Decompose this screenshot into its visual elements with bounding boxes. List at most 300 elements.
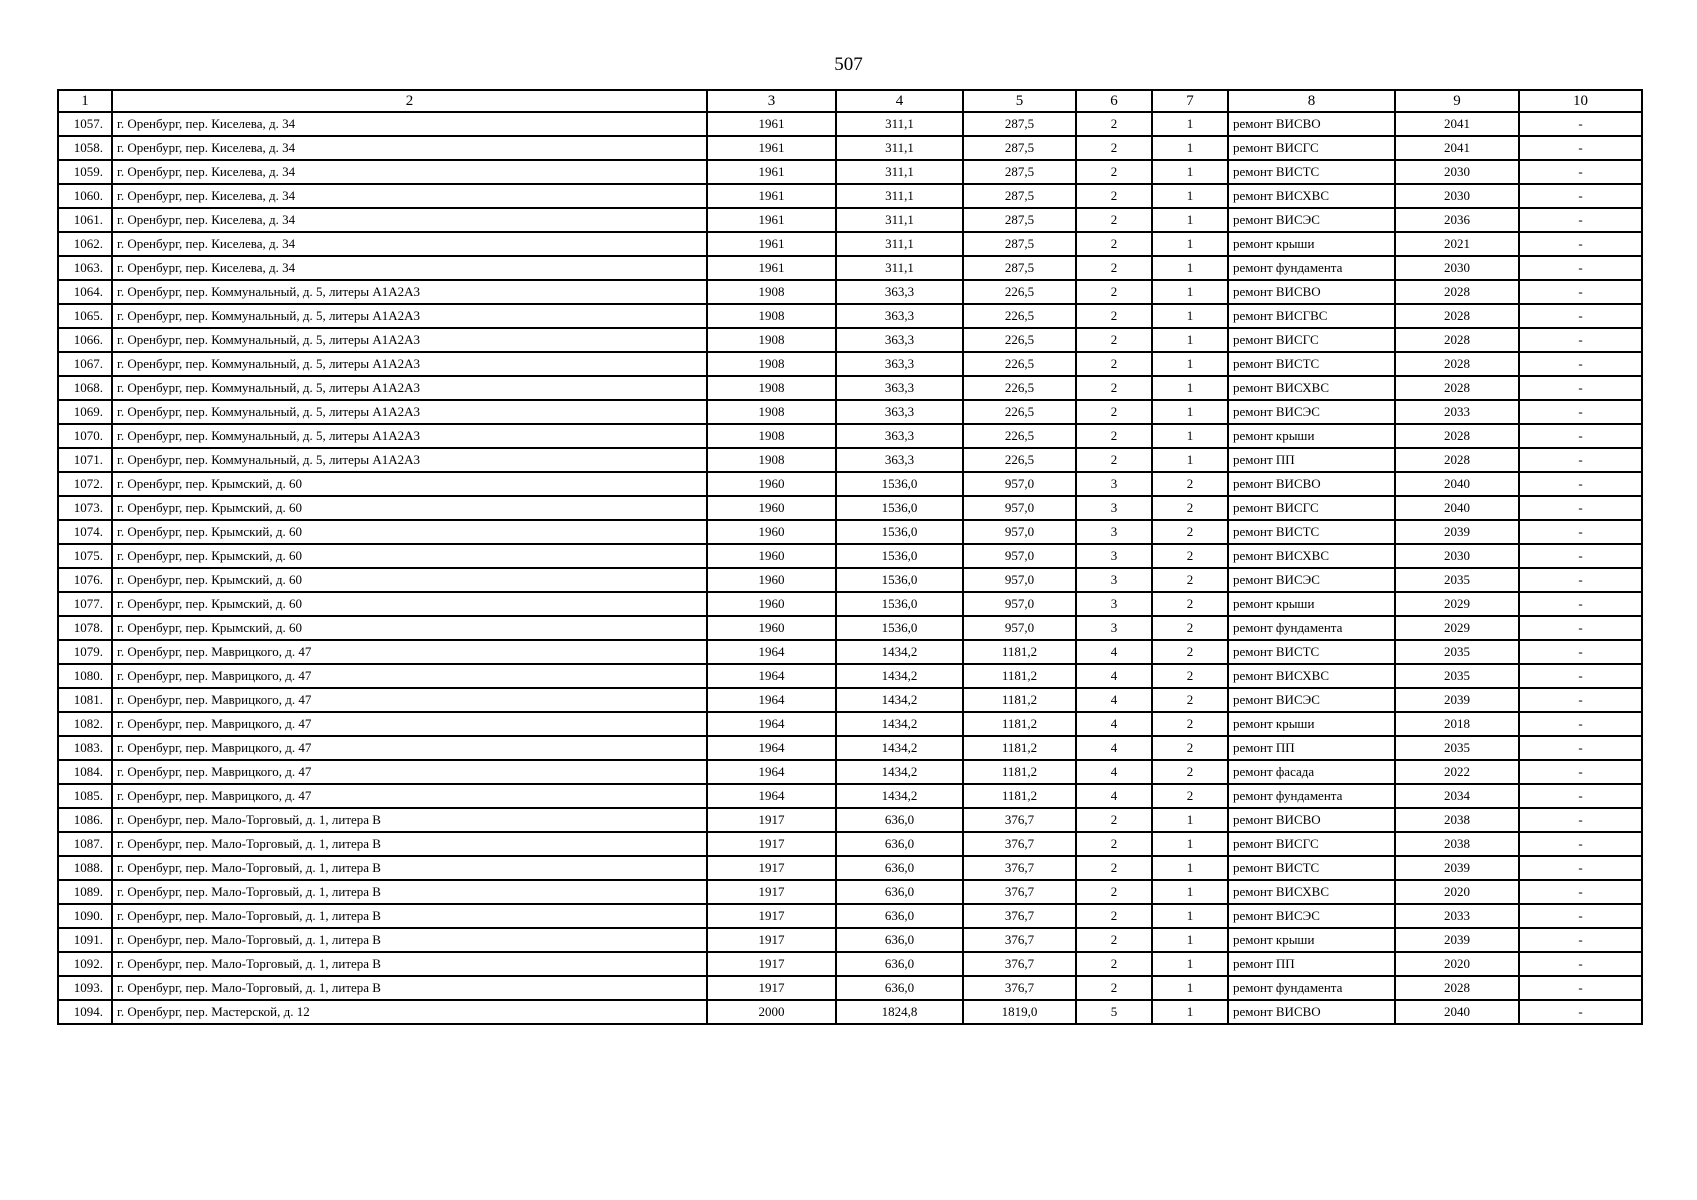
cell-note: -	[1519, 880, 1642, 904]
cell-total-area: 1434,2	[836, 688, 963, 712]
cell-living-area: 1181,2	[963, 784, 1076, 808]
cell-floors: 2	[1076, 448, 1152, 472]
cell-floors: 2	[1076, 256, 1152, 280]
cell-entrances: 1	[1152, 832, 1228, 856]
cell-entrances: 1	[1152, 160, 1228, 184]
cell-note: -	[1519, 520, 1642, 544]
cell-address: г. Оренбург, пер. Крымский, д. 60	[112, 472, 707, 496]
cell-floors: 4	[1076, 784, 1152, 808]
cell-entrances: 2	[1152, 664, 1228, 688]
cell-floors: 2	[1076, 904, 1152, 928]
cell-floors: 4	[1076, 760, 1152, 784]
cell-row-number: 1066.	[58, 328, 112, 352]
cell-planned-year: 2029	[1395, 592, 1519, 616]
cell-total-area: 311,1	[836, 256, 963, 280]
cell-planned-year: 2020	[1395, 880, 1519, 904]
cell-planned-year: 2029	[1395, 616, 1519, 640]
cell-living-area: 287,5	[963, 184, 1076, 208]
cell-living-area: 376,7	[963, 856, 1076, 880]
cell-total-area: 1434,2	[836, 760, 963, 784]
cell-address: г. Оренбург, пер. Киселева, д. 34	[112, 136, 707, 160]
cell-row-number: 1094.	[58, 1000, 112, 1024]
cell-living-area: 376,7	[963, 976, 1076, 1000]
cell-entrances: 1	[1152, 184, 1228, 208]
table-row	[58, 184, 1642, 208]
table-row	[58, 784, 1642, 808]
cell-address: г. Оренбург, пер. Крымский, д. 60	[112, 544, 707, 568]
cell-total-area: 311,1	[836, 160, 963, 184]
cell-year-built: 1961	[707, 232, 836, 256]
cell-row-number: 1092.	[58, 952, 112, 976]
cell-row-number: 1058.	[58, 136, 112, 160]
cell-note: -	[1519, 352, 1642, 376]
cell-year-built: 1960	[707, 496, 836, 520]
cell-year-built: 1961	[707, 112, 836, 136]
cell-address: г. Оренбург, пер. Крымский, д. 60	[112, 496, 707, 520]
page-number: 507	[834, 54, 863, 75]
cell-entrances: 2	[1152, 472, 1228, 496]
cell-work-type: ремонт фундамента	[1228, 256, 1395, 280]
cell-planned-year: 2038	[1395, 808, 1519, 832]
cell-planned-year: 2033	[1395, 400, 1519, 424]
cell-work-type: ремонт ПП	[1228, 448, 1395, 472]
cell-planned-year: 2021	[1395, 232, 1519, 256]
cell-entrances: 1	[1152, 352, 1228, 376]
table-row	[58, 424, 1642, 448]
cell-address: г. Оренбург, пер. Киселева, д. 34	[112, 208, 707, 232]
cell-row-number: 1061.	[58, 208, 112, 232]
table-row	[58, 808, 1642, 832]
cell-year-built: 1917	[707, 832, 836, 856]
cell-note: -	[1519, 952, 1642, 976]
cell-entrances: 1	[1152, 448, 1228, 472]
cell-note: -	[1519, 472, 1642, 496]
cell-entrances: 2	[1152, 616, 1228, 640]
cell-note: -	[1519, 184, 1642, 208]
cell-living-area: 226,5	[963, 304, 1076, 328]
cell-planned-year: 2030	[1395, 160, 1519, 184]
cell-row-number: 1072.	[58, 472, 112, 496]
cell-living-area: 957,0	[963, 616, 1076, 640]
cell-planned-year: 2022	[1395, 760, 1519, 784]
cell-floors: 2	[1076, 928, 1152, 952]
cell-floors: 2	[1076, 808, 1152, 832]
cell-address: г. Оренбург, пер. Мало-Торговый, д. 1, литера В	[112, 952, 707, 976]
cell-address: г. Оренбург, пер. Коммунальный, д. 5, литеры А1А2А3	[112, 328, 707, 352]
cell-work-type: ремонт крыши	[1228, 232, 1395, 256]
table-row	[58, 1000, 1642, 1024]
cell-entrances: 1	[1152, 976, 1228, 1000]
cell-work-type: ремонт ВИСТС	[1228, 640, 1395, 664]
cell-floors: 3	[1076, 592, 1152, 616]
table-row	[58, 592, 1642, 616]
cell-year-built: 1917	[707, 808, 836, 832]
cell-entrances: 2	[1152, 520, 1228, 544]
cell-row-number: 1087.	[58, 832, 112, 856]
cell-row-number: 1085.	[58, 784, 112, 808]
cell-living-area: 1181,2	[963, 640, 1076, 664]
cell-note: -	[1519, 328, 1642, 352]
cell-address: г. Оренбург, пер. Мало-Торговый, д. 1, литера В	[112, 880, 707, 904]
cell-year-built: 1908	[707, 448, 836, 472]
cell-entrances: 2	[1152, 760, 1228, 784]
cell-row-number: 1083.	[58, 736, 112, 760]
cell-work-type: ремонт ВИСВО	[1228, 280, 1395, 304]
cell-floors: 2	[1076, 400, 1152, 424]
cell-floors: 2	[1076, 208, 1152, 232]
cell-planned-year: 2028	[1395, 976, 1519, 1000]
cell-address: г. Оренбург, пер. Коммунальный, д. 5, литеры А1А2А3	[112, 400, 707, 424]
cell-address: г. Оренбург, пер. Мало-Торговый, д. 1, литера В	[112, 856, 707, 880]
cell-floors: 2	[1076, 112, 1152, 136]
cell-floors: 4	[1076, 688, 1152, 712]
cell-living-area: 226,5	[963, 352, 1076, 376]
cell-row-number: 1062.	[58, 232, 112, 256]
cell-work-type: ремонт ВИСВО	[1228, 1000, 1395, 1024]
cell-entrances: 2	[1152, 736, 1228, 760]
cell-work-type: ремонт ВИСХВС	[1228, 880, 1395, 904]
cell-work-type: ремонт ВИСГС	[1228, 832, 1395, 856]
cell-total-area: 1536,0	[836, 544, 963, 568]
table-row	[58, 304, 1642, 328]
cell-address: г. Оренбург, пер. Мастерской, д. 12	[112, 1000, 707, 1024]
cell-note: -	[1519, 496, 1642, 520]
cell-row-number: 1081.	[58, 688, 112, 712]
cell-address: г. Оренбург, пер. Маврицкого, д. 47	[112, 736, 707, 760]
cell-entrances: 2	[1152, 712, 1228, 736]
cell-year-built: 1908	[707, 328, 836, 352]
cell-total-area: 311,1	[836, 184, 963, 208]
cell-address: г. Оренбург, пер. Маврицкого, д. 47	[112, 664, 707, 688]
cell-total-area: 636,0	[836, 808, 963, 832]
cell-floors: 2	[1076, 976, 1152, 1000]
cell-total-area: 636,0	[836, 952, 963, 976]
cell-living-area: 376,7	[963, 832, 1076, 856]
cell-row-number: 1073.	[58, 496, 112, 520]
cell-note: -	[1519, 712, 1642, 736]
cell-note: -	[1519, 568, 1642, 592]
cell-address: г. Оренбург, пер. Киселева, д. 34	[112, 160, 707, 184]
cell-year-built: 1908	[707, 376, 836, 400]
cell-year-built: 1961	[707, 208, 836, 232]
cell-planned-year: 2018	[1395, 712, 1519, 736]
cell-work-type: ремонт крыши	[1228, 928, 1395, 952]
cell-total-area: 363,3	[836, 352, 963, 376]
cell-entrances: 1	[1152, 808, 1228, 832]
cell-planned-year: 2030	[1395, 184, 1519, 208]
cell-total-area: 363,3	[836, 280, 963, 304]
cell-living-area: 1181,2	[963, 736, 1076, 760]
cell-year-built: 1961	[707, 256, 836, 280]
cell-note: -	[1519, 208, 1642, 232]
cell-row-number: 1076.	[58, 568, 112, 592]
cell-note: -	[1519, 976, 1642, 1000]
cell-living-area: 957,0	[963, 520, 1076, 544]
cell-planned-year: 2039	[1395, 688, 1519, 712]
cell-note: -	[1519, 280, 1642, 304]
cell-work-type: ремонт ВИСГВС	[1228, 304, 1395, 328]
table-row	[58, 640, 1642, 664]
cell-address: г. Оренбург, пер. Маврицкого, д. 47	[112, 688, 707, 712]
cell-floors: 5	[1076, 1000, 1152, 1024]
column-header-9: 9	[1395, 90, 1519, 112]
cell-floors: 2	[1076, 136, 1152, 160]
cell-total-area: 363,3	[836, 304, 963, 328]
cell-living-area: 226,5	[963, 328, 1076, 352]
cell-address: г. Оренбург, пер. Коммунальный, д. 5, литеры А1А2А3	[112, 352, 707, 376]
cell-year-built: 1964	[707, 664, 836, 688]
cell-row-number: 1090.	[58, 904, 112, 928]
cell-year-built: 1917	[707, 856, 836, 880]
table-row	[58, 232, 1642, 256]
cell-year-built: 1964	[707, 760, 836, 784]
cell-note: -	[1519, 784, 1642, 808]
cell-work-type: ремонт ВИСЭС	[1228, 688, 1395, 712]
table-row	[58, 736, 1642, 760]
column-header-5: 5	[963, 90, 1076, 112]
cell-address: г. Оренбург, пер. Маврицкого, д. 47	[112, 784, 707, 808]
column-header-6: 6	[1076, 90, 1152, 112]
cell-total-area: 311,1	[836, 136, 963, 160]
cell-living-area: 226,5	[963, 400, 1076, 424]
cell-address: г. Оренбург, пер. Коммунальный, д. 5, литеры А1А2А3	[112, 376, 707, 400]
cell-total-area: 363,3	[836, 448, 963, 472]
cell-note: -	[1519, 448, 1642, 472]
cell-total-area: 1824,8	[836, 1000, 963, 1024]
cell-row-number: 1089.	[58, 880, 112, 904]
cell-address: г. Оренбург, пер. Коммунальный, д. 5, литеры А1А2А3	[112, 424, 707, 448]
cell-row-number: 1070.	[58, 424, 112, 448]
cell-planned-year: 2038	[1395, 832, 1519, 856]
table-row	[58, 544, 1642, 568]
table-row	[58, 520, 1642, 544]
cell-living-area: 1181,2	[963, 664, 1076, 688]
cell-floors: 3	[1076, 568, 1152, 592]
cell-row-number: 1074.	[58, 520, 112, 544]
cell-address: г. Оренбург, пер. Мало-Торговый, д. 1, литера В	[112, 904, 707, 928]
cell-year-built: 1960	[707, 544, 836, 568]
cell-entrances: 1	[1152, 904, 1228, 928]
cell-living-area: 376,7	[963, 952, 1076, 976]
cell-planned-year: 2028	[1395, 280, 1519, 304]
cell-living-area: 287,5	[963, 256, 1076, 280]
cell-living-area: 957,0	[963, 568, 1076, 592]
cell-note: -	[1519, 304, 1642, 328]
cell-floors: 2	[1076, 880, 1152, 904]
cell-planned-year: 2040	[1395, 1000, 1519, 1024]
cell-total-area: 1536,0	[836, 616, 963, 640]
cell-entrances: 1	[1152, 424, 1228, 448]
cell-floors: 3	[1076, 520, 1152, 544]
cell-total-area: 1536,0	[836, 472, 963, 496]
cell-planned-year: 2035	[1395, 736, 1519, 760]
column-header-2: 2	[112, 90, 707, 112]
cell-work-type: ремонт ВИСЭС	[1228, 904, 1395, 928]
cell-entrances: 2	[1152, 640, 1228, 664]
cell-note: -	[1519, 400, 1642, 424]
cell-note: -	[1519, 160, 1642, 184]
cell-living-area: 376,7	[963, 904, 1076, 928]
cell-planned-year: 2039	[1395, 928, 1519, 952]
cell-total-area: 636,0	[836, 856, 963, 880]
cell-entrances: 1	[1152, 208, 1228, 232]
cell-year-built: 1961	[707, 136, 836, 160]
cell-row-number: 1065.	[58, 304, 112, 328]
cell-row-number: 1075.	[58, 544, 112, 568]
cell-year-built: 1961	[707, 184, 836, 208]
cell-year-built: 1960	[707, 520, 836, 544]
cell-planned-year: 2035	[1395, 664, 1519, 688]
cell-year-built: 1908	[707, 280, 836, 304]
cell-total-area: 636,0	[836, 928, 963, 952]
cell-work-type: ремонт ВИСХВС	[1228, 664, 1395, 688]
cell-row-number: 1080.	[58, 664, 112, 688]
cell-total-area: 1434,2	[836, 784, 963, 808]
cell-floors: 2	[1076, 280, 1152, 304]
cell-total-area: 363,3	[836, 424, 963, 448]
cell-note: -	[1519, 376, 1642, 400]
cell-total-area: 1536,0	[836, 520, 963, 544]
table-row	[58, 376, 1642, 400]
cell-work-type: ремонт крыши	[1228, 424, 1395, 448]
cell-total-area: 636,0	[836, 832, 963, 856]
cell-total-area: 1536,0	[836, 496, 963, 520]
cell-year-built: 1908	[707, 424, 836, 448]
cell-living-area: 376,7	[963, 928, 1076, 952]
cell-floors: 2	[1076, 424, 1152, 448]
table-row	[58, 352, 1642, 376]
cell-entrances: 1	[1152, 1000, 1228, 1024]
cell-year-built: 1917	[707, 904, 836, 928]
cell-work-type: ремонт ВИСВО	[1228, 808, 1395, 832]
cell-row-number: 1088.	[58, 856, 112, 880]
cell-living-area: 957,0	[963, 496, 1076, 520]
cell-note: -	[1519, 760, 1642, 784]
cell-planned-year: 2041	[1395, 112, 1519, 136]
cell-note: -	[1519, 1000, 1642, 1024]
table-row	[58, 760, 1642, 784]
cell-note: -	[1519, 832, 1642, 856]
cell-total-area: 1434,2	[836, 712, 963, 736]
table-row	[58, 400, 1642, 424]
cell-year-built: 1964	[707, 736, 836, 760]
cell-year-built: 2000	[707, 1000, 836, 1024]
cell-work-type: ремонт ВИСВО	[1228, 472, 1395, 496]
cell-work-type: ремонт ВИСТС	[1228, 856, 1395, 880]
cell-entrances: 1	[1152, 328, 1228, 352]
cell-year-built: 1961	[707, 160, 836, 184]
cell-floors: 4	[1076, 712, 1152, 736]
cell-row-number: 1091.	[58, 928, 112, 952]
cell-address: г. Оренбург, пер. Маврицкого, д. 47	[112, 760, 707, 784]
cell-total-area: 363,3	[836, 400, 963, 424]
cell-entrances: 1	[1152, 232, 1228, 256]
cell-living-area: 376,7	[963, 808, 1076, 832]
cell-work-type: ремонт ВИСГС	[1228, 136, 1395, 160]
cell-living-area: 287,5	[963, 232, 1076, 256]
cell-floors: 2	[1076, 832, 1152, 856]
cell-note: -	[1519, 616, 1642, 640]
cell-work-type: ремонт ПП	[1228, 952, 1395, 976]
cell-note: -	[1519, 736, 1642, 760]
cell-entrances: 1	[1152, 256, 1228, 280]
cell-planned-year: 2028	[1395, 328, 1519, 352]
cell-floors: 3	[1076, 544, 1152, 568]
cell-row-number: 1060.	[58, 184, 112, 208]
cell-row-number: 1069.	[58, 400, 112, 424]
cell-planned-year: 2036	[1395, 208, 1519, 232]
cell-floors: 2	[1076, 856, 1152, 880]
table-row	[58, 856, 1642, 880]
cell-note: -	[1519, 592, 1642, 616]
cell-note: -	[1519, 808, 1642, 832]
cell-total-area: 311,1	[836, 208, 963, 232]
cell-note: -	[1519, 232, 1642, 256]
column-header-3: 3	[707, 90, 836, 112]
cell-work-type: ремонт крыши	[1228, 592, 1395, 616]
cell-planned-year: 2034	[1395, 784, 1519, 808]
table-row	[58, 328, 1642, 352]
cell-address: г. Оренбург, пер. Маврицкого, д. 47	[112, 640, 707, 664]
cell-floors: 3	[1076, 616, 1152, 640]
cell-planned-year: 2028	[1395, 424, 1519, 448]
cell-planned-year: 2030	[1395, 256, 1519, 280]
cell-work-type: ремонт ВИСТС	[1228, 352, 1395, 376]
cell-living-area: 376,7	[963, 880, 1076, 904]
cell-living-area: 226,5	[963, 424, 1076, 448]
cell-entrances: 1	[1152, 112, 1228, 136]
registry-table	[57, 89, 1643, 1025]
cell-address: г. Оренбург, пер. Мало-Торговый, д. 1, литера В	[112, 832, 707, 856]
cell-note: -	[1519, 136, 1642, 160]
table-row	[58, 496, 1642, 520]
cell-row-number: 1063.	[58, 256, 112, 280]
cell-entrances: 2	[1152, 568, 1228, 592]
cell-note: -	[1519, 112, 1642, 136]
cell-floors: 4	[1076, 640, 1152, 664]
cell-living-area: 1181,2	[963, 760, 1076, 784]
cell-address: г. Оренбург, пер. Крымский, д. 60	[112, 520, 707, 544]
cell-work-type: ремонт фундамента	[1228, 784, 1395, 808]
cell-living-area: 1181,2	[963, 688, 1076, 712]
cell-floors: 3	[1076, 496, 1152, 520]
cell-year-built: 1964	[707, 784, 836, 808]
cell-work-type: ремонт фасада	[1228, 760, 1395, 784]
cell-row-number: 1084.	[58, 760, 112, 784]
cell-living-area: 287,5	[963, 112, 1076, 136]
cell-planned-year: 2041	[1395, 136, 1519, 160]
cell-note: -	[1519, 664, 1642, 688]
table-row	[58, 208, 1642, 232]
cell-work-type: ремонт ВИСЭС	[1228, 400, 1395, 424]
table-row	[58, 952, 1642, 976]
cell-total-area: 363,3	[836, 328, 963, 352]
cell-address: г. Оренбург, пер. Коммунальный, д. 5, литеры А1А2А3	[112, 280, 707, 304]
cell-row-number: 1059.	[58, 160, 112, 184]
table-row	[58, 928, 1642, 952]
cell-entrances: 2	[1152, 496, 1228, 520]
cell-planned-year: 2028	[1395, 352, 1519, 376]
cell-year-built: 1960	[707, 616, 836, 640]
cell-living-area: 957,0	[963, 544, 1076, 568]
table-row	[58, 904, 1642, 928]
column-header-8: 8	[1228, 90, 1395, 112]
table-row	[58, 616, 1642, 640]
cell-note: -	[1519, 640, 1642, 664]
cell-year-built: 1960	[707, 472, 836, 496]
cell-address: г. Оренбург, пер. Коммунальный, д. 5, литеры А1А2А3	[112, 304, 707, 328]
cell-total-area: 636,0	[836, 880, 963, 904]
